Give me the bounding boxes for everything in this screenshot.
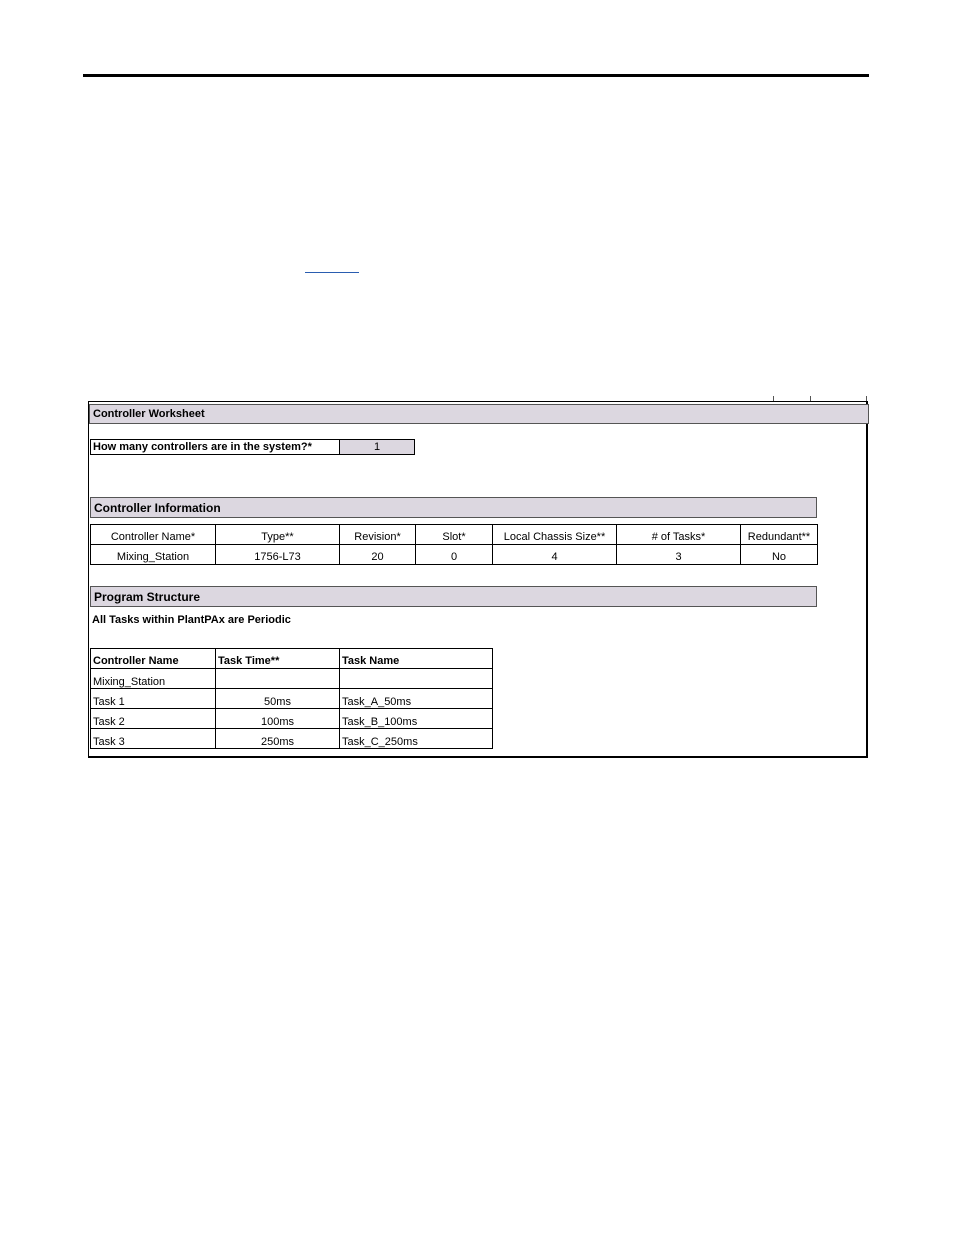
- controller-worksheet: [88, 401, 868, 758]
- controller-information-title: Controller Information: [90, 497, 817, 518]
- periodic-tasks-note: All Tasks within PlantPAx are Periodic: [92, 614, 291, 626]
- program-structure-table: [90, 648, 493, 749]
- cell-controller-name[interactable]: Task 3: [91, 729, 216, 749]
- cell-task-time[interactable]: 250ms: [216, 729, 340, 749]
- header-num-tasks: # of Tasks*: [617, 525, 741, 545]
- cell-slot[interactable]: 0: [416, 545, 493, 565]
- program-structure-title: Program Structure: [90, 586, 817, 607]
- header-rule: [83, 74, 869, 77]
- cell-task-name[interactable]: Task_A_50ms: [340, 689, 493, 709]
- controllers-question-label: How many controllers are in the system?*: [90, 439, 339, 455]
- cell-task-time[interactable]: 50ms: [216, 689, 340, 709]
- header-revision: Revision*: [340, 525, 416, 545]
- cell-task-name[interactable]: Task_B_100ms: [340, 709, 493, 729]
- table-row: [91, 669, 493, 689]
- table-row: [91, 729, 493, 749]
- cell-type[interactable]: 1756-L73: [216, 545, 340, 565]
- header-task-name: Task Name: [340, 649, 493, 669]
- header-slot: Slot*: [416, 525, 493, 545]
- cell-revision[interactable]: 20: [340, 545, 416, 565]
- cell-local-chassis-size[interactable]: 4: [493, 545, 617, 565]
- cell-num-tasks[interactable]: 3: [617, 545, 741, 565]
- cell-task-name[interactable]: Task_C_250ms: [340, 729, 493, 749]
- hyperlink-underline[interactable]: [305, 272, 359, 273]
- header-local-chassis-size: Local Chassis Size**: [493, 525, 617, 545]
- controller-information-table: [90, 524, 818, 565]
- cell-controller-name[interactable]: Mixing_Station: [91, 545, 216, 565]
- cell-controller-name[interactable]: Task 2: [91, 709, 216, 729]
- controllers-count-cell[interactable]: 1: [339, 439, 415, 455]
- cell-task-time[interactable]: [216, 669, 340, 689]
- cell-controller-name[interactable]: Mixing_Station: [91, 669, 216, 689]
- header-redundant: Redundant**: [741, 525, 818, 545]
- table-row: [91, 689, 493, 709]
- table-header-row: [91, 525, 818, 545]
- header-task-time: Task Time**: [216, 649, 340, 669]
- header-controller-name: Controller Name: [91, 649, 216, 669]
- cell-redundant[interactable]: No: [741, 545, 818, 565]
- cell-task-name[interactable]: [340, 669, 493, 689]
- table-row: [91, 545, 818, 565]
- table-row: [91, 709, 493, 729]
- header-controller-name: Controller Name*: [91, 525, 216, 545]
- table-header-row: [91, 649, 493, 669]
- worksheet-title: Controller Worksheet: [89, 404, 869, 424]
- header-type: Type**: [216, 525, 340, 545]
- cell-task-time[interactable]: 100ms: [216, 709, 340, 729]
- cell-controller-name[interactable]: Task 1: [91, 689, 216, 709]
